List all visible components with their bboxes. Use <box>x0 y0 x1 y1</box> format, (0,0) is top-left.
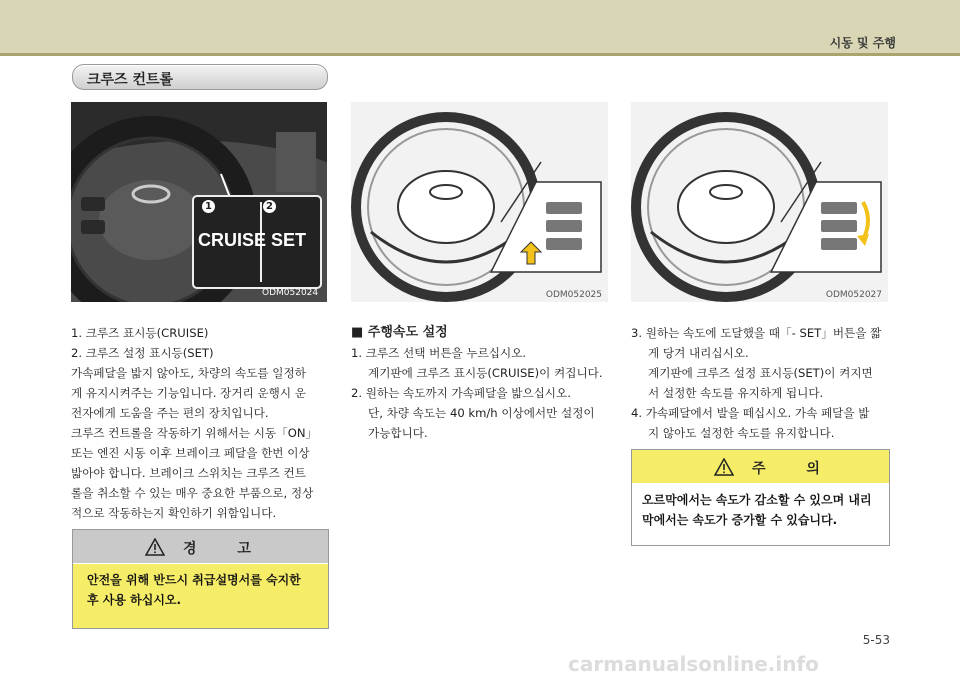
figure-code: ODM052025 <box>545 290 602 300</box>
warning-title-bar <box>73 530 328 563</box>
watermark: carmanualsonline.info <box>568 652 819 676</box>
page-number: 5-53 <box>862 633 890 647</box>
list-item: 1. 크루즈 선택 버튼을 누르십시오. <box>351 346 527 360</box>
list-item: 1. 크루즈 표시등(CRUISE) <box>71 326 209 340</box>
warning-box <box>72 529 329 629</box>
callout-marker-1: 1 <box>202 200 215 213</box>
section-title: 크루즈 컨트롤 <box>87 72 174 88</box>
chapter-title: 시동 및 주행 <box>829 36 896 50</box>
list-item-detail: 단, 차량 속도는 40 km/h 이상에서만 설정이 <box>368 406 595 420</box>
paragraph-line: 밟아야 합니다. 브레이크 스위치는 크루즈 컨트 <box>71 466 306 480</box>
figure-code: ODM052027 <box>825 290 882 300</box>
list-item: 2. 크루즈 설정 표시등(SET) <box>71 346 214 360</box>
figure-cluster-indicators <box>71 102 327 302</box>
set-indicator-label: SET <box>271 230 307 250</box>
warning-line: 안전을 위해 반드시 취급설명서를 숙지한 <box>87 573 301 587</box>
paragraph-line: 또는 엔진 시동 이후 브레이크 페달을 한번 이상 <box>71 446 310 460</box>
callout-marker-2: 2 <box>263 200 276 213</box>
warning-triangle-icon <box>714 458 734 476</box>
cruise-indicator-label: CRUISE <box>198 230 267 250</box>
paragraph-line: 전자에게 도움을 주는 편의 장치입니다. <box>71 406 269 420</box>
paragraph-line: 가속페달을 밟지 않아도, 차량의 속도를 일정하 <box>71 366 306 380</box>
paragraph-line: 롤을 취소할 수 있는 매우 중요한 부품으로, 정상 <box>71 486 314 500</box>
caution-body <box>632 484 889 545</box>
list-item: 2. 원하는 속도까지 가속페달을 밟으십시오. <box>351 386 571 400</box>
warning-line: 후 사용 하십시오. <box>87 593 182 607</box>
warning-body <box>73 564 328 628</box>
list-item-detail: 가능합니다. <box>368 426 428 440</box>
figure-steering-press <box>351 102 608 302</box>
caution-line: 오르막에서는 속도가 감소할 수 있으며 내리 <box>642 493 872 507</box>
figure-steering-set <box>631 102 888 302</box>
list-item: 3. 원하는 속도에 도달했을 때「- SET」버튼을 짧 <box>631 326 882 340</box>
caution-line: 막에서는 속도가 증가할 수 있습니다. <box>642 513 838 527</box>
paragraph-line: 게 유지시켜주는 기능입니다. 장거리 운행시 운 <box>71 386 306 400</box>
caution-title-bar <box>632 450 889 483</box>
col3-text <box>631 323 896 443</box>
col1-text <box>71 323 333 523</box>
list-item-detail: 서 설정한 속도를 유지하게 됩니다. <box>648 386 824 400</box>
header-divider <box>0 53 960 56</box>
figure-code: ODM052024 <box>262 288 319 298</box>
caution-box <box>631 449 890 546</box>
paragraph-line: 크루즈 컨트롤을 작동하기 위해서는 시동「ON」 <box>71 426 318 440</box>
page-header <box>0 0 960 53</box>
warning-title: 경 고 <box>183 541 269 557</box>
warning-triangle-icon <box>145 538 165 556</box>
paragraph-line: 적으로 작동하는지 확인하기 위함입니다. <box>71 506 277 520</box>
list-item-detail: 계기판에 크루즈 표시등(CRUISE)이 켜집니다. <box>368 366 603 380</box>
caution-title: 주 의 <box>752 461 838 477</box>
subsection-heading: ■ 주행속도 설정 <box>351 325 448 340</box>
list-item-cont: 지 않아도 설정한 속도를 유지합니다. <box>648 426 835 440</box>
col2-text <box>351 323 613 443</box>
section-title-pill <box>72 64 328 90</box>
list-item-detail: 계기판에 크루즈 설정 표시등(SET)이 켜지면 <box>648 366 873 380</box>
list-item: 4. 가속페달에서 발을 떼십시오. 가속 페달을 밟 <box>631 406 870 420</box>
list-item-cont: 게 당겨 내리십시오. <box>648 346 749 360</box>
